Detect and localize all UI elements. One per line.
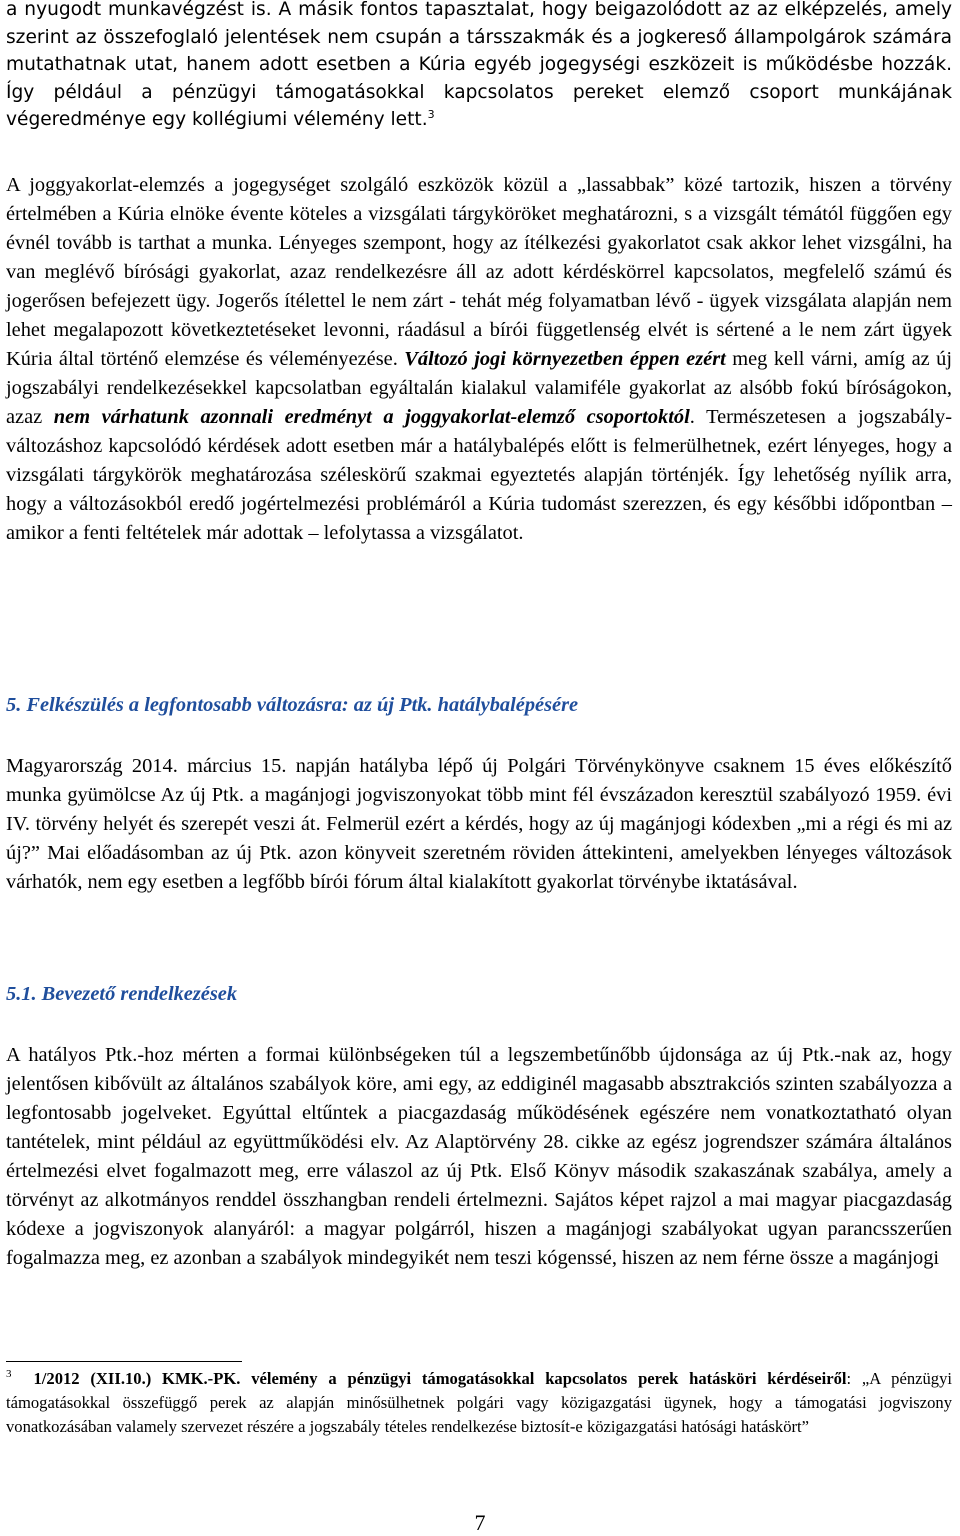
emphasis-no-immediate-results: nem várhatunk azonnali eredményt a joggyakorlat-elemző csoportoktól [53,406,690,428]
footnote [6,1367,952,1438]
footnote-divider [6,1361,242,1362]
footnote-text: : „A pénzügyi támogatásokkal összefüggő perek az alapján minősülhetnek polgári vagy közigazgatási ügynek, hogy a támogatási jogviszony vonatkozásában valamely szervezet részére a jogszabály tételes rendelkezése biztosít-e közigazgatási hatósági hatáskört” [6,1369,953,1436]
footnote-number: 3 [6,1368,12,1381]
emphasis-changing-legal-environment: Változó jogi környezetben éppen ezért [404,348,726,370]
section-heading-5: 5. Felkészülés a legfontosabb változásra: az új Ptk. hatálybalépésére [6,694,579,716]
section-heading-5-1: 5.1. Bevezető rendelkezések [6,983,238,1005]
footnote-title: 1/2012 (XII.10.) KMK.-PK. vélemény a pénzügyi támogatásokkal kapcsolatos perek hatásköri kérdéseiről [33,1369,847,1388]
footnote-reference[interactable]: 3 [427,108,435,122]
paragraph-case-law-analysis: A joggyakorlat-elemzés a jogegységet szolgáló eszközök közül a „lassabbak” közé tartozik, hiszen a törvény értelmében a Kúria elnöke évente köteles a vizsgálati tárgyköröket meghatározni, s a vizsgált témától függően egy évnél tovább is tarthat a munka. Lényeges szempont, hogy az ítélkezési gyakorlatot csak akkor lehet vizsgálni, ha van meglévő bírósági gyakorlat, azaz rendelkezésre áll az adott kérdéskörrel kapcsolatos, megfelelő számú és jogerősen befejezett ügy. Jogerős ítélettel le nem zárt - tehát még folyamatban lévő - ügyek vizsgálata alapján nem lehet megalapozott következtetéseket levonni, ráadásul a bírói függetlenség elvét is sértené a le nem zárt ügyek Kúria által történő elemzése és véleményezése. Változó jogi környezetben éppen ezért meg kell várni, amíg az új jogszabályi rendelkezésekkel kapcsolatban egyáltalán kialakul valamiféle gyakorlat az alsóbb fokú bíróságokon, azaz nem várhatunk azonnali eredményt a joggyakorlat-elemző csoportoktól. Természetesen a jogszabály-változáshoz kapcsolódó kérdések adott esetben már a hatálybalépés előtt is felmerülhetnek, ezért lényeges, hogy a vizsgálati tárgykörök meghatározása széleskörű szakmai egyeztetés alapján történjék. Így lehetőség nyílik arra, hogy a változásokból eredő jogértelmezési problémáról a Kúria tudomást szerezzen, és egy későbbi időpontban – amikor a fenti feltételek már adottak – lefolytassa a vizsgálatot. [6,174,953,544]
paragraph-intro: a nyugodt munkavégzést is. A másik fontos tapasztalat, hogy beigazolódott az az elképzelés, amely szerint az összefoglaló jelentések nem csupán a társszakmák és a jogkereső állampolgárok számára mutathatnak utat, hanem adott esetben a Kúria egyéb jogegységi eszközeit is működésbe hozzák. Így például a pénzügyi támogatásokkal kapcsolatos pereket elemző csoport munkájának végeredménye egy kollégiumi vélemény lett.$^3$ [6,0,952,131]
paragraph-new-civil-code: Magyarország 2014. március 15. napján hatályba lépő új Polgári Törvénykönyve csaknem 15 éves előkészítő munka gyümölcse Az új Ptk. a magánjogi jogviszonyokat több mint fél évszázadon keresztül szabályozó 1959. évi IV. törvény helyét és szerepét veszi át. Felmerül ezért a kérdés, hogy az új magánjogi kódexben „mi a régi és mi az új?” Mai előadásomban az új Ptk. azon könyveit szeretném röviden áttekinteni, amelyekben lényeges változások várhatók, nem egy esetben a legfőbb bírói fórum által kialakított gyakorlat törvénybe iktatásával. [6,755,952,893]
paragraph-introductory-provisions: A hatályos Ptk.-hoz mérten a formai különbségeken túl a legszembetűnőbb újdonsága az új Ptk.-nak az, hogy jelentősen kibővült az általános szabályok köre, ami egy, az eddiginél magasabb absztrakciós szinten szabályozza a legfontosabb jogelveket. Egyúttal eltűntek a piacgazdaság működésének egészére nem vonatkoztatható olyan tantételek, mint például az együttműködési elv. Az Alaptörvény 28. cikke az egész jogrendszer számára általános értelmezési elvet fogalmazott meg, erre válaszol az új Ptk. Első Könyv második szakaszának szabálya, amely a törvényt az alkotmányos renddel összhangban rendeli értelmezni. Sajátos képet rajzol a mai magyar piacgazdaság kódexe a jogviszonyok alanyáról: a magyar polgárról, hiszen a magánjogi szabályokat ugyan parancsszerűen fogalmazza meg, ez azonban a szabályok mindegyikét nem teszi kógenssé, hiszen az nem férne össze a magánjogi [6,1044,952,1269]
page-number: 7 [474,1510,486,1535]
